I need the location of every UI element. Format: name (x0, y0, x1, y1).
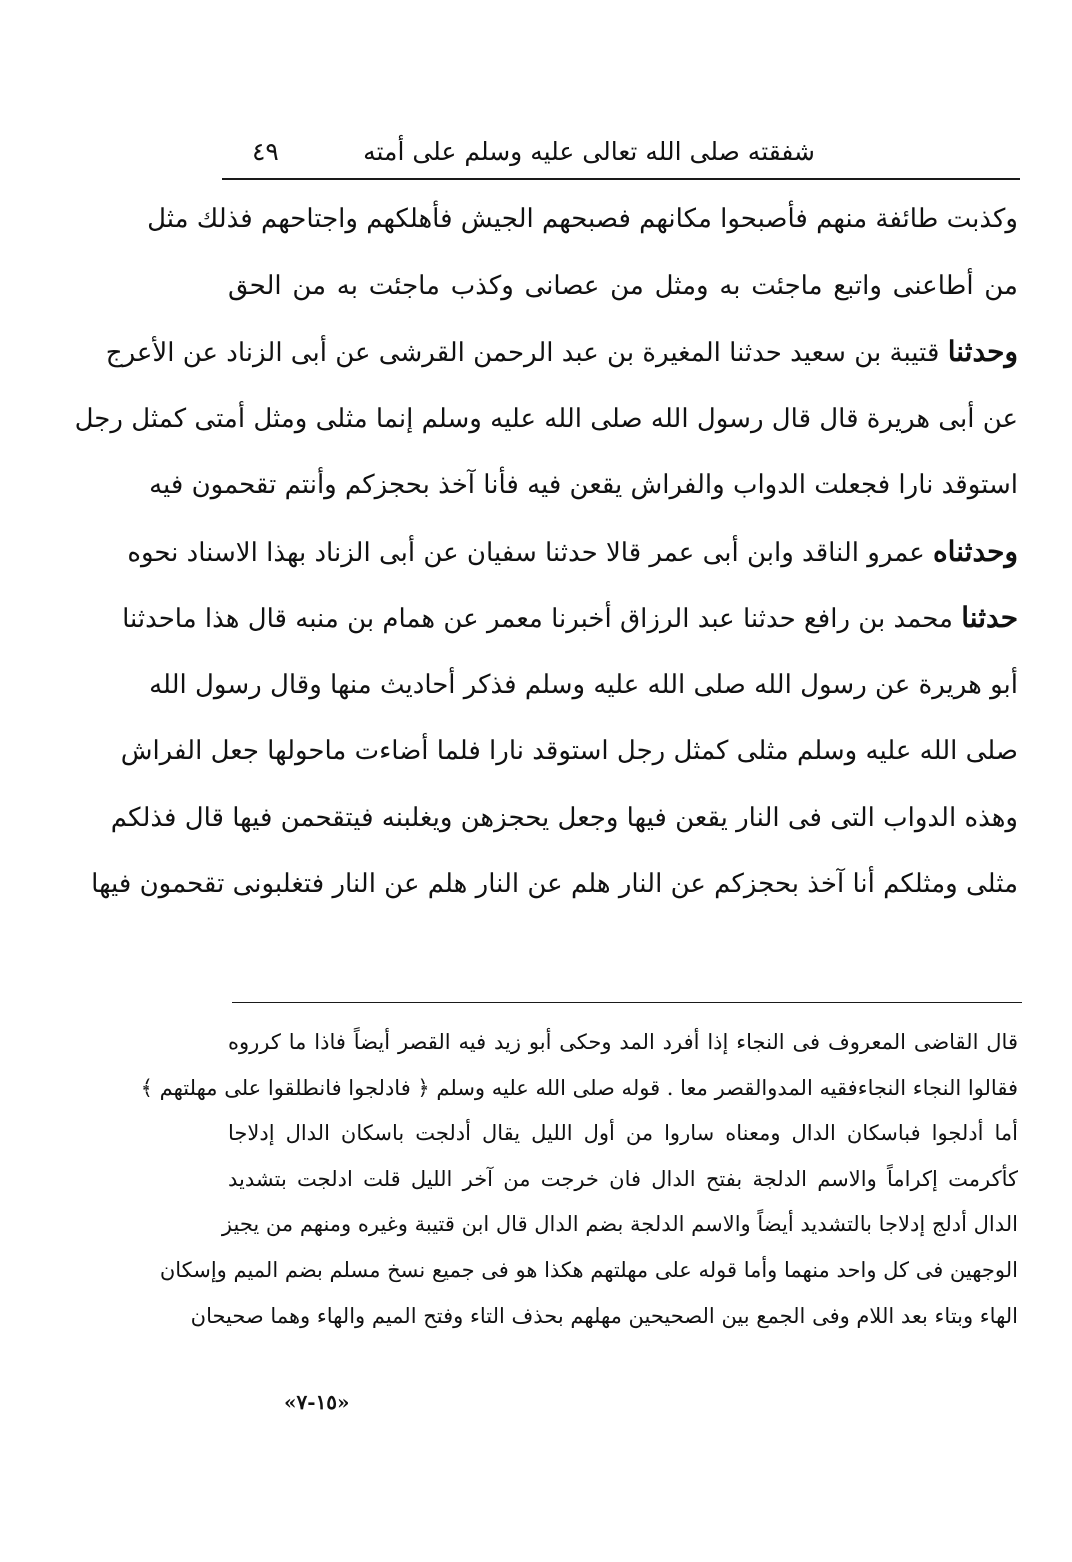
page-number: ٤٩ (252, 137, 279, 166)
note-line: قال القاضى المعروف فى النجاء إذا أفرد المد وحكى أبو زيد فيه القصر أيضاً فاذا ما كرروه (228, 1030, 1018, 1054)
line-text: مثلى ومثلكم أنا آخذ بحجزكم عن النار هلم عن النار هلم عن النار فتغلبونى تقحمون فيها (91, 869, 1018, 899)
main-line (149, 652, 1018, 719)
main-line (110, 785, 1018, 852)
commentary-notes (140, 1020, 1018, 1339)
line-text: عن أبى هريرة قال قال رسول الله صلى الله عليه وسلم إنما مثلى ومثل أمتى كمثل رجل (74, 403, 1018, 434)
main-line (127, 519, 1018, 586)
main-line (74, 386, 1018, 453)
main-line (122, 585, 1018, 652)
line-text: من أطاعنى واتبع ماجئت به ومثل من عصانى وكذب ماجئت به من الحق (228, 270, 1018, 301)
line-text: أبو هريرة عن رسول الله صلى الله عليه وسلم فذكر أحاديث منها وقال رسول الله (149, 669, 1018, 700)
line-text: عمرو الناقد وابن أبى عمر قالا حدثنا سفيان عن أبى الزناد بهذا الاسناد نحوه (127, 537, 925, 568)
note-line: أما أدلجوا فباسكان الدال ومعناه ساروا من أول الليل يقال أدلجت باسكان الدال إدلاجا (228, 1121, 1018, 1146)
main-line (147, 186, 1018, 253)
note-line: فقالوا النجاء النجاءفقيه المدوالقصر معا . قوله صلى الله عليه وسلم ﴿ فادلجوا فانطلقوا على مهلتهم ﴾ (140, 1075, 1018, 1100)
footnote-rule (232, 1002, 1022, 1003)
main-text (74, 186, 1018, 918)
main-line (149, 452, 1018, 519)
line-text: صلى الله عليه وسلم مثلى كمثل رجل استوقد نارا فلما أضاءت ماحولها جعل الفراش (120, 736, 1018, 766)
running-title: شفقته صلى الله تعالى عليه وسلم على أمته (363, 137, 815, 166)
line-text: محمد بن رافع حدثنا عبد الرزاق أخبرنا معمر عن همام بن منبه قال هذا ماحدثنا (122, 604, 953, 634)
main-line (228, 253, 1018, 320)
main-line (91, 851, 1018, 918)
running-header (222, 132, 1020, 176)
note-line: كأكرمت إكراماً والاسم الدلجة بفتح الدال فان خرجت من آخر الليل قلت ادلجت بتشديد (228, 1166, 1018, 1191)
line-text: قتيبة بن سعيد حدثنا المغيرة بن عبد الرحمن القرشى عن أبى الزناد عن الأعرج (105, 338, 940, 368)
line-text: استوقد نارا فجعلت الدواب والفراش يقعن فيه فأنا آخذ بحجزكم وأنتم تقحمون فيه (149, 470, 1018, 500)
note-line: الدال أدلج إدلاجا بالتشديد أيضاً والاسم الدلجة بضم الدال قال ابن قتيبة وغيره ومنهم من يجيز (221, 1212, 1018, 1237)
hadith-marker: حدثنا (961, 601, 1018, 634)
hadith-marker: وحدثنا (947, 335, 1018, 368)
main-line (105, 319, 1018, 386)
line-text: وكذبت طائفة منهم فأصبحوا مكانهم فصبحهم الجيش فأهلكهم واجتاحهم فذلك مثل (147, 204, 1018, 234)
main-line (120, 718, 1018, 785)
note-line: الوجهين فى كل واحد منهما وأما قوله على مهلتهم هكذا هو فى جميع نسخ مسلم بضم الميم وإسكان (159, 1257, 1018, 1282)
header-rule (222, 178, 1020, 180)
hadith-marker: وحدثناه (933, 534, 1018, 568)
printer-signature: «١٥-٧» (284, 1390, 350, 1414)
note-line: الهاء وبتاء بعد اللام وفى الجمع بين الصحيحين مهلهم بحذف التاء وفتح الميم والهاء وهما صحيحان (190, 1303, 1018, 1328)
line-text: وهذه الدواب التى فى النار يقعن فيها وجعل يحجزهن ويغلبنه فيتقحمن فيها قال فذلكم (110, 802, 1018, 833)
